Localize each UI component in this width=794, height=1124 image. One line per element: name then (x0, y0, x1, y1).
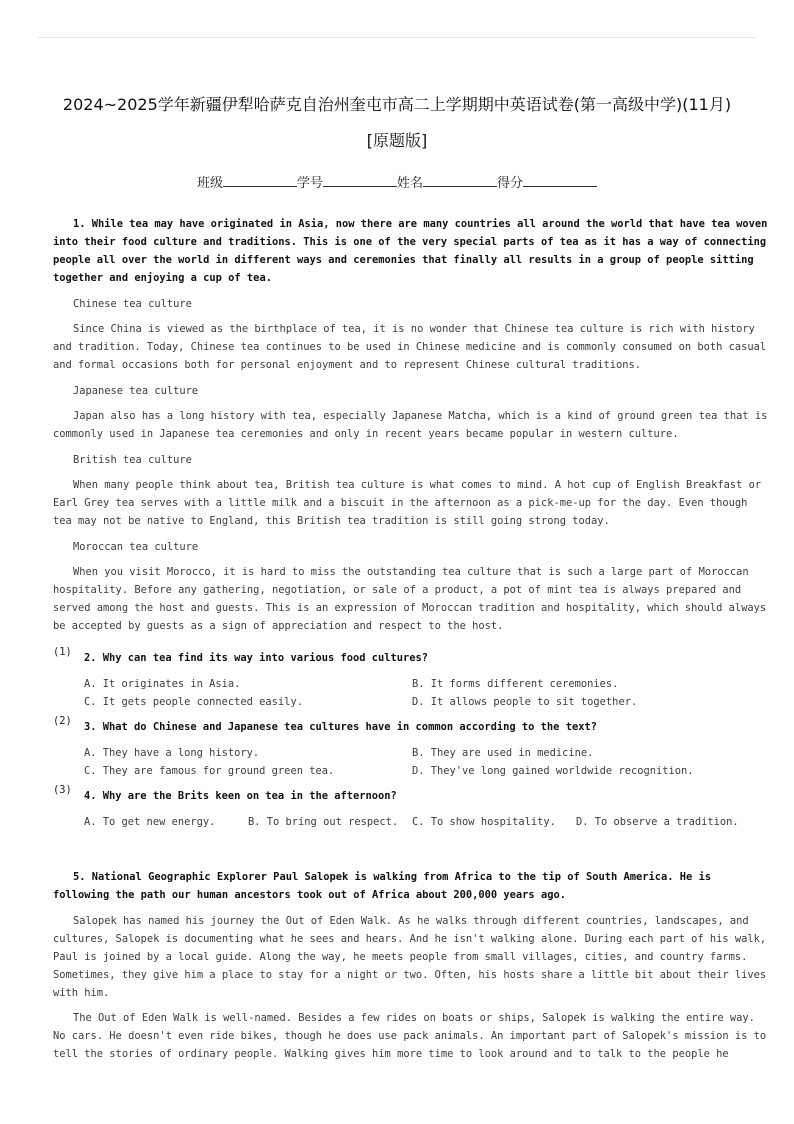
answer-option[interactable]: C. It gets people connected easily. (84, 696, 303, 708)
paragraph-line: Paul is joined by a local guide. Along the way, he meets people from small villages, cities, and country farms. (53, 951, 748, 963)
section-heading: Japanese tea culture (73, 385, 199, 397)
answer-option[interactable]: B. It forms different ceremonies. (412, 678, 619, 690)
answer-option[interactable]: B. They are used in medicine. (412, 747, 594, 759)
question-text: 3. What do Chinese and Japanese tea cultures have in common according to the text? (84, 721, 597, 733)
paragraph-line: tell the stories of ordinary people. Walking gives him more time to look around and to talk to the people he (53, 1048, 729, 1060)
class-blank[interactable] (223, 174, 297, 187)
question-number: (1) (53, 646, 72, 658)
paragraph-line: served among the host and guests. This is an expression of Moroccan tradition and hospitality, which should always (53, 602, 767, 614)
question-number: (2) (53, 715, 72, 727)
section-heading: Chinese tea culture (73, 298, 192, 310)
answer-option[interactable]: C. They are famous for ground green tea. (84, 765, 335, 777)
paragraph-line: hospitality. Before any gathering, negotiation, or sale of a product, a pot of mint tea is always prepared and (53, 584, 742, 596)
paragraph-line: Salopek has named his journey the Out of Eden Walk. As he walks through different countries, landscapes, and (73, 915, 749, 927)
paragraph-line: Sometimes, they give him a place to stay for a night or two. Often, his hosts share a little bit about their lives (53, 969, 767, 981)
paragraph-line: When many people think about tea, British tea culture is what comes to mind. A hot cup of English Breakfast or (73, 479, 762, 491)
passage1-intro-line: 1. While tea may have originated in Asia, now there are many countries all around the world that have tea woven (73, 218, 768, 230)
paragraph-line: commonly used in Japanese tea ceremonies and only in recent years became popular in western culture. (53, 428, 679, 440)
answer-option[interactable]: C. To show hospitality. (412, 816, 556, 828)
exam-subtitle: [原题版] (366, 131, 428, 150)
answer-option[interactable]: D. They've long gained worldwide recognition. (412, 765, 694, 777)
paragraph-line: When you visit Morocco, it is hard to miss the outstanding tea culture that is such a large part of Moroccan (73, 566, 749, 578)
score-blank[interactable] (523, 174, 597, 187)
paragraph-line: cultures, Salopek is documenting what he sees and hears. And he isn't walking alone. During each part of his walk, (53, 933, 767, 945)
question-number: (3) (53, 784, 72, 796)
passage1-intro-line: together and enjoying a cup of tea. (53, 272, 272, 284)
student-info-row (0, 172, 794, 191)
paragraph-line: Japan also has a long history with tea, especially Japanese Matcha, which is a kind of ground green tea that is (73, 410, 768, 422)
question-text: 2. Why can tea find its way into various food cultures? (84, 652, 429, 664)
paragraph-line: and tradition. Today, Chinese tea continues to be used in Chinese medicine and is commonly consumed on both casual (53, 341, 767, 353)
answer-option[interactable]: A. They have a long history. (84, 747, 260, 759)
passage1-intro-line: people all over the world in different ways and ceremonies that finally all results in a group of people sitting (53, 254, 754, 266)
answer-option[interactable]: D. It allows people to sit together. (412, 696, 638, 708)
student-id-label: 学号 (296, 176, 323, 191)
answer-option[interactable]: B. To bring out respect. (248, 816, 399, 828)
paragraph-line: be accepted by guests as a sign of appreciation and respect to the host. (53, 620, 504, 632)
question-text: 4. Why are the Brits keen on tea in the afternoon? (84, 790, 397, 802)
name-label: 姓名 (397, 176, 424, 191)
score-label: 得分 (497, 176, 524, 191)
exam-title: 2024~2025学年新疆伊犁哈萨克自治州奎屯市高二上学期期中英语试卷(第一高级中学)(11月) (62, 95, 732, 114)
student-id-blank[interactable] (323, 174, 397, 187)
section-heading: British tea culture (73, 454, 192, 466)
paragraph-line: No cars. He doesn't even ride bikes, though he does use pack animals. An important part of Salopek's mission is to (53, 1030, 767, 1042)
name-blank[interactable] (423, 174, 497, 187)
passage2-intro-line: following the path our human ancestors took out of Africa about 200,000 years ago. (53, 889, 566, 901)
top-divider (38, 37, 756, 38)
passage1-intro-line: into their food culture and traditions. This is one of the very special parts of tea as it has a way of connecting (53, 236, 767, 248)
answer-option[interactable]: A. To get new energy. (84, 816, 216, 828)
paragraph-line: with him. (53, 987, 110, 999)
answer-option[interactable]: D. To observe a tradition. (576, 816, 739, 828)
answer-option[interactable]: A. It originates in Asia. (84, 678, 241, 690)
paragraph-line: tea may not be native to England, this British tea tradition is still going strong today. (53, 515, 610, 527)
class-label: 班级 (196, 176, 223, 191)
paragraph-line: and formal occasions both for personal enjoyment and to represent Chinese cultural traditions. (53, 359, 642, 371)
section-heading: Moroccan tea culture (73, 541, 199, 553)
paragraph-line: Since China is viewed as the birthplace of tea, it is no wonder that Chinese tea culture is rich with history (73, 323, 755, 335)
paragraph-line: Earl Grey tea serves with a little milk and a biscuit in the afternoon as a pick-me-up for the day. Even though (53, 497, 748, 509)
paragraph-line: The Out of Eden Walk is well-named. Besides a few rides on boats or ships, Salopek is walking the entire way. (73, 1012, 755, 1024)
passage2-intro-line: 5. National Geographic Explorer Paul Salopek is walking from Africa to the tip of South America. He is (73, 871, 712, 883)
